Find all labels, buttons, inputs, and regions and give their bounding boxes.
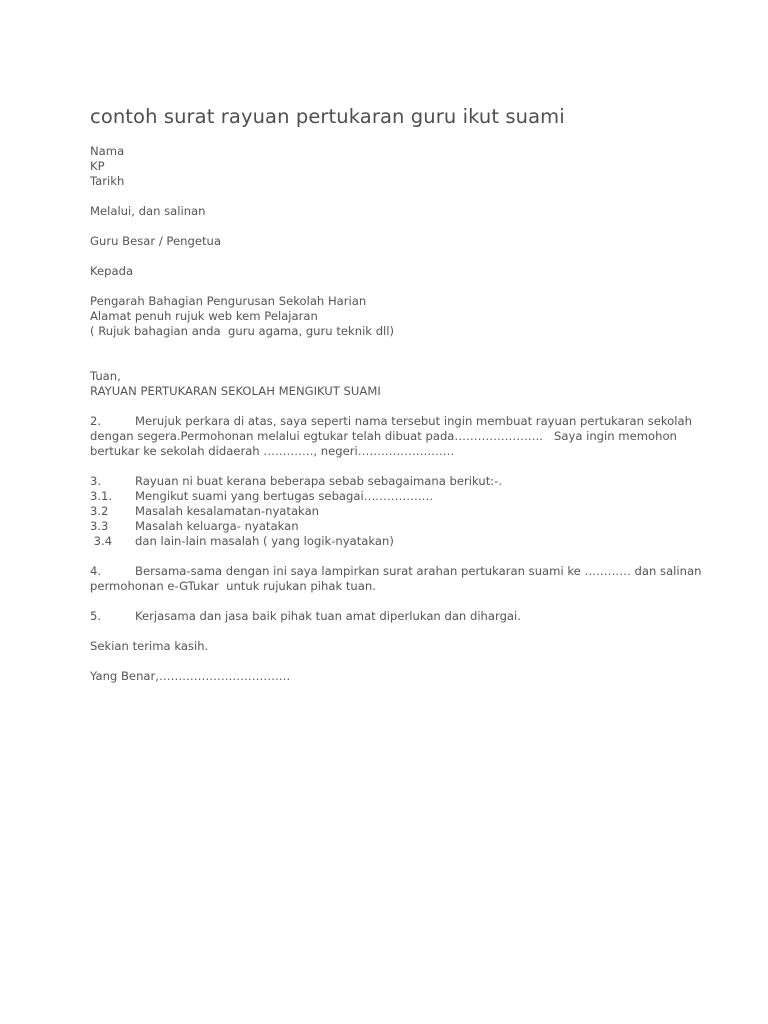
recipient-line-3: ( Rujuk bahagian anda guru agama, guru teknik dll) [90,324,395,338]
paragraph-2 [90,414,728,459]
item-number: 3.1. [90,489,113,503]
list-item [90,534,728,549]
paragraph-text: dengan segera.Permohonan melalui egtukar telah dibuat pada………………….. Saya ingin memohon [90,429,677,443]
item-number: 3.2 [90,504,109,518]
paragraph-text: Kerjasama dan jasa baik pihak tuan amat diperlukan dan dihargai. [135,609,521,623]
item-text: dan lain-lain masalah ( yang logik-nyatakan) [135,534,394,548]
item-text: Mengikut suami yang bertugas sebagai……………… [135,489,434,503]
to-label: Kepada [90,264,134,278]
list-item [90,504,728,519]
paragraph-3 [90,474,728,549]
paragraph-number: 4. [90,564,102,578]
item-number: 3.3 [90,519,109,533]
header-line-name: Nama [90,144,125,158]
header-line-kp: KP [90,159,105,173]
paragraph-5 [90,609,728,624]
recipient-line-1: Pengarah Bahagian Pengurusan Sekolah Harian [90,294,367,308]
signoff-line: Yang Benar,……………………………. [90,669,291,683]
paragraph-text: Bersama-sama dengan ini saya lampirkan surat arahan pertukaran suami ke ………… dan salinan [135,564,702,578]
salutation: Tuan, [90,369,121,383]
subject-line: RAYUAN PERTUKARAN SEKOLAH MENGIKUT SUAMI [90,384,381,398]
header-line-date: Tarikh [90,174,125,188]
recipient-line-2: Alamat penuh rujuk web kem Pelajaran [90,309,318,323]
paragraph-text: Rayuan ni buat kerana beberapa sebab sebagaimana berikut:-. [135,474,503,488]
closing-line: Sekian terima kasih. [90,639,209,653]
paragraph-text: permohonan e-GTukar untuk rujukan pihak tuan. [90,579,376,593]
document-title: contoh surat rayuan pertukaran guru ikut suami [90,105,565,128]
via-label: Melalui, dan salinan [90,204,206,218]
principal-line: Guru Besar / Pengetua [90,234,221,248]
list-item [90,519,728,534]
list-item [90,489,728,504]
paragraph-text: bertukar ke sekolah didaerah …………., negeri……………………. [90,444,455,458]
item-text: Masalah keluarga- nyatakan [135,519,299,533]
paragraph-number: 3. [90,474,102,488]
paragraph-number: 5. [90,609,102,623]
paragraph-number: 2. [90,414,102,428]
paragraph-text: Merujuk perkara di atas, saya seperti nama tersebut ingin membuat rayuan pertukaran sekolah [135,414,692,428]
item-number: 3.4 [90,534,113,548]
item-text: Masalah kesalamatan-nyatakan [135,504,320,518]
paragraph-4 [90,564,728,594]
